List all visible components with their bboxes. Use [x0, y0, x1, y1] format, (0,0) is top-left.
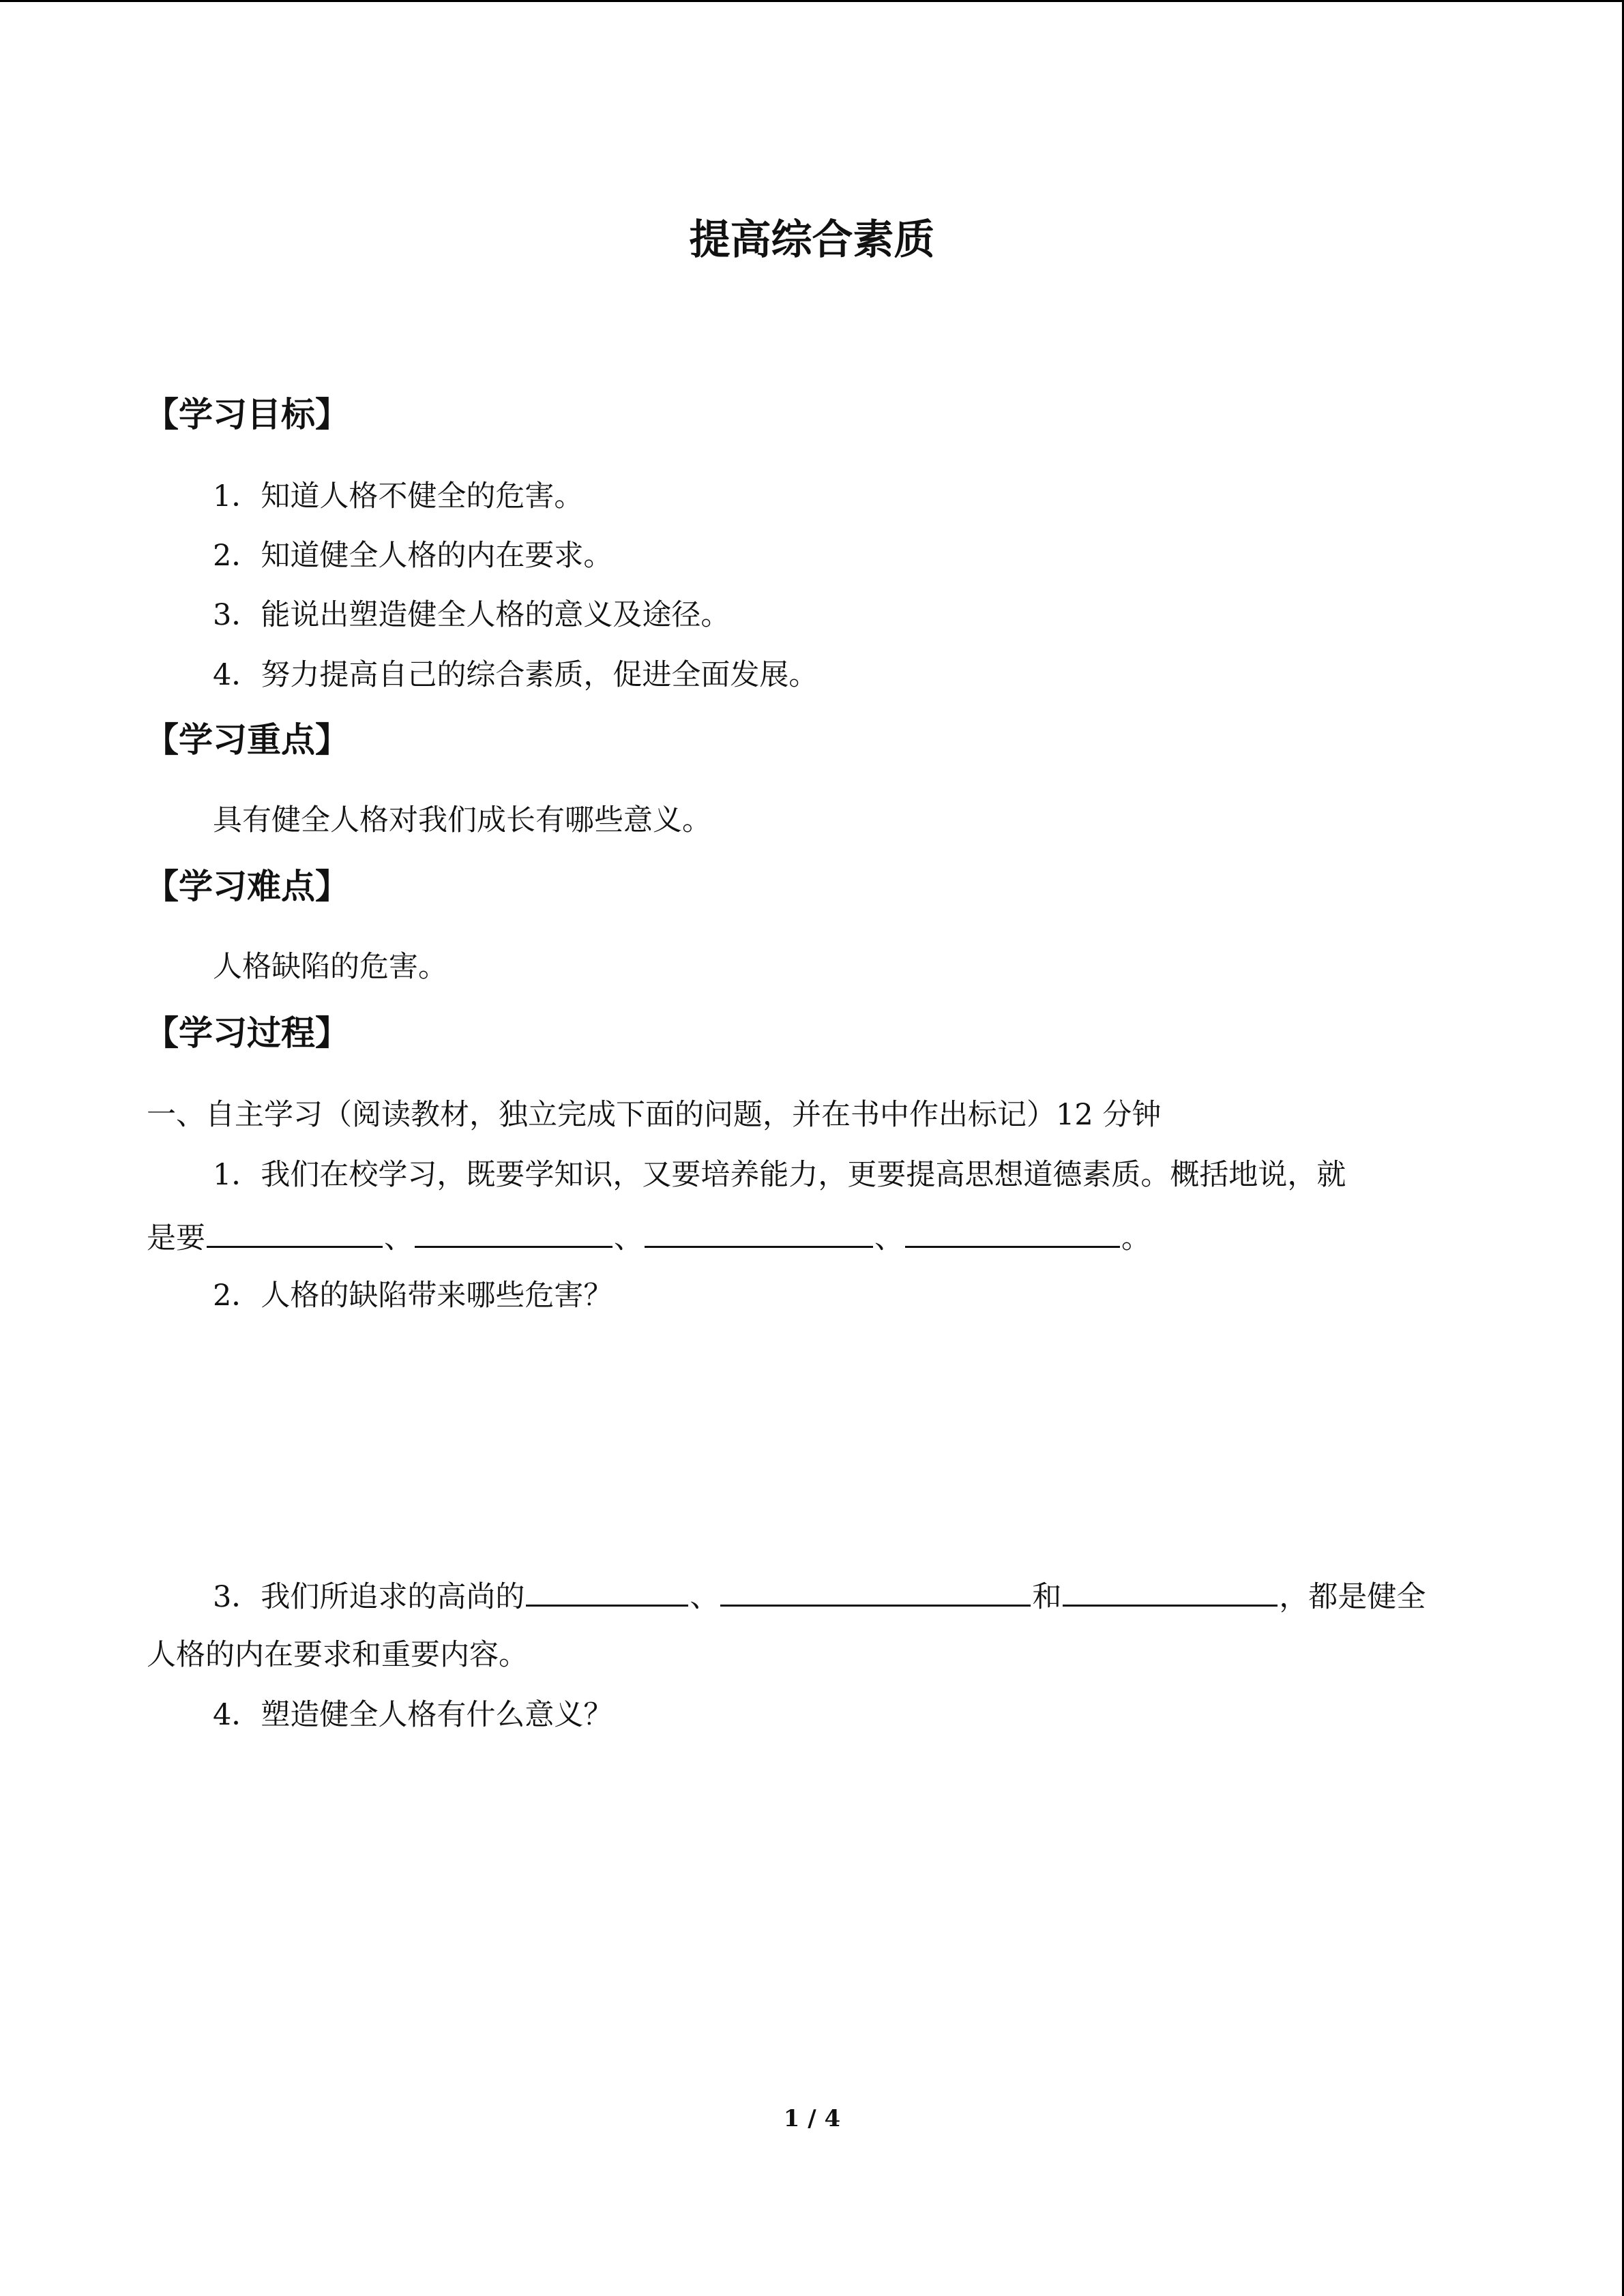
heading-difficulties: 【学习难点】 [145, 866, 349, 906]
page-top-border [0, 0, 1624, 2]
page-number: 1 / 4 [783, 2105, 841, 2132]
answer-blank-3[interactable] [645, 1216, 873, 1248]
answer-blank-1[interactable] [207, 1216, 383, 1248]
heading-key-points: 【学习重点】 [145, 719, 349, 760]
objective-item-3: 3．能说出塑造健全人格的意义及途径。 [213, 598, 730, 632]
question-4: 4．塑造健全人格有什么意义？ [213, 1698, 613, 1732]
q1-period: 。 [1121, 1221, 1151, 1255]
heading-objectives: 【学习目标】 [145, 394, 349, 434]
question-1-line-1: 1．我们在校学习，既要学知识，又要培养能力，更要提高思想道德素质。概括地说，就 [213, 1158, 1346, 1192]
q3-separator: 、 [690, 1580, 720, 1614]
answer-blank-2[interactable] [415, 1216, 612, 1248]
question-2: 2．人格的缺陷带来哪些危害？ [213, 1279, 613, 1313]
q1-separator-3: 、 [874, 1221, 904, 1255]
answer-blank-7[interactable] [1063, 1575, 1278, 1607]
objective-item-2: 2．知道健全人格的内在要求。 [213, 539, 613, 573]
q1-prefix: 是要 [147, 1221, 205, 1255]
objective-item-4: 4．努力提高自己的综合素质，促进全面发展。 [213, 658, 818, 692]
question-3-line-2: 人格的内在要求和重要内容。 [147, 1638, 528, 1672]
q1-separator-2: 、 [614, 1221, 643, 1255]
q3-and: 和 [1032, 1580, 1062, 1614]
q3-prefix: 3．我们所追求的高尚的 [213, 1580, 525, 1614]
key-points-text: 具有健全人格对我们成长有哪些意义。 [213, 803, 711, 837]
heading-process: 【学习过程】 [145, 1013, 349, 1053]
difficulties-text: 人格缺陷的危害。 [213, 950, 447, 984]
objective-item-1: 1．知道人格不健全的危害。 [213, 479, 584, 513]
answer-blank-5[interactable] [526, 1575, 688, 1607]
question-3-line-1 [213, 1575, 1426, 1617]
q3-suffix: ，都是健全 [1279, 1580, 1426, 1614]
answer-blank-4[interactable] [905, 1216, 1120, 1248]
part1-title: 一、自主学习（阅读教材，独立完成下面的问题，并在书中作出标记）12 分钟 [147, 1098, 1162, 1132]
document-title: 提高综合素质 [689, 216, 935, 264]
q1-separator-1: 、 [384, 1221, 413, 1255]
answer-blank-6[interactable] [720, 1575, 1031, 1607]
question-1-line-2 [147, 1216, 1151, 1259]
